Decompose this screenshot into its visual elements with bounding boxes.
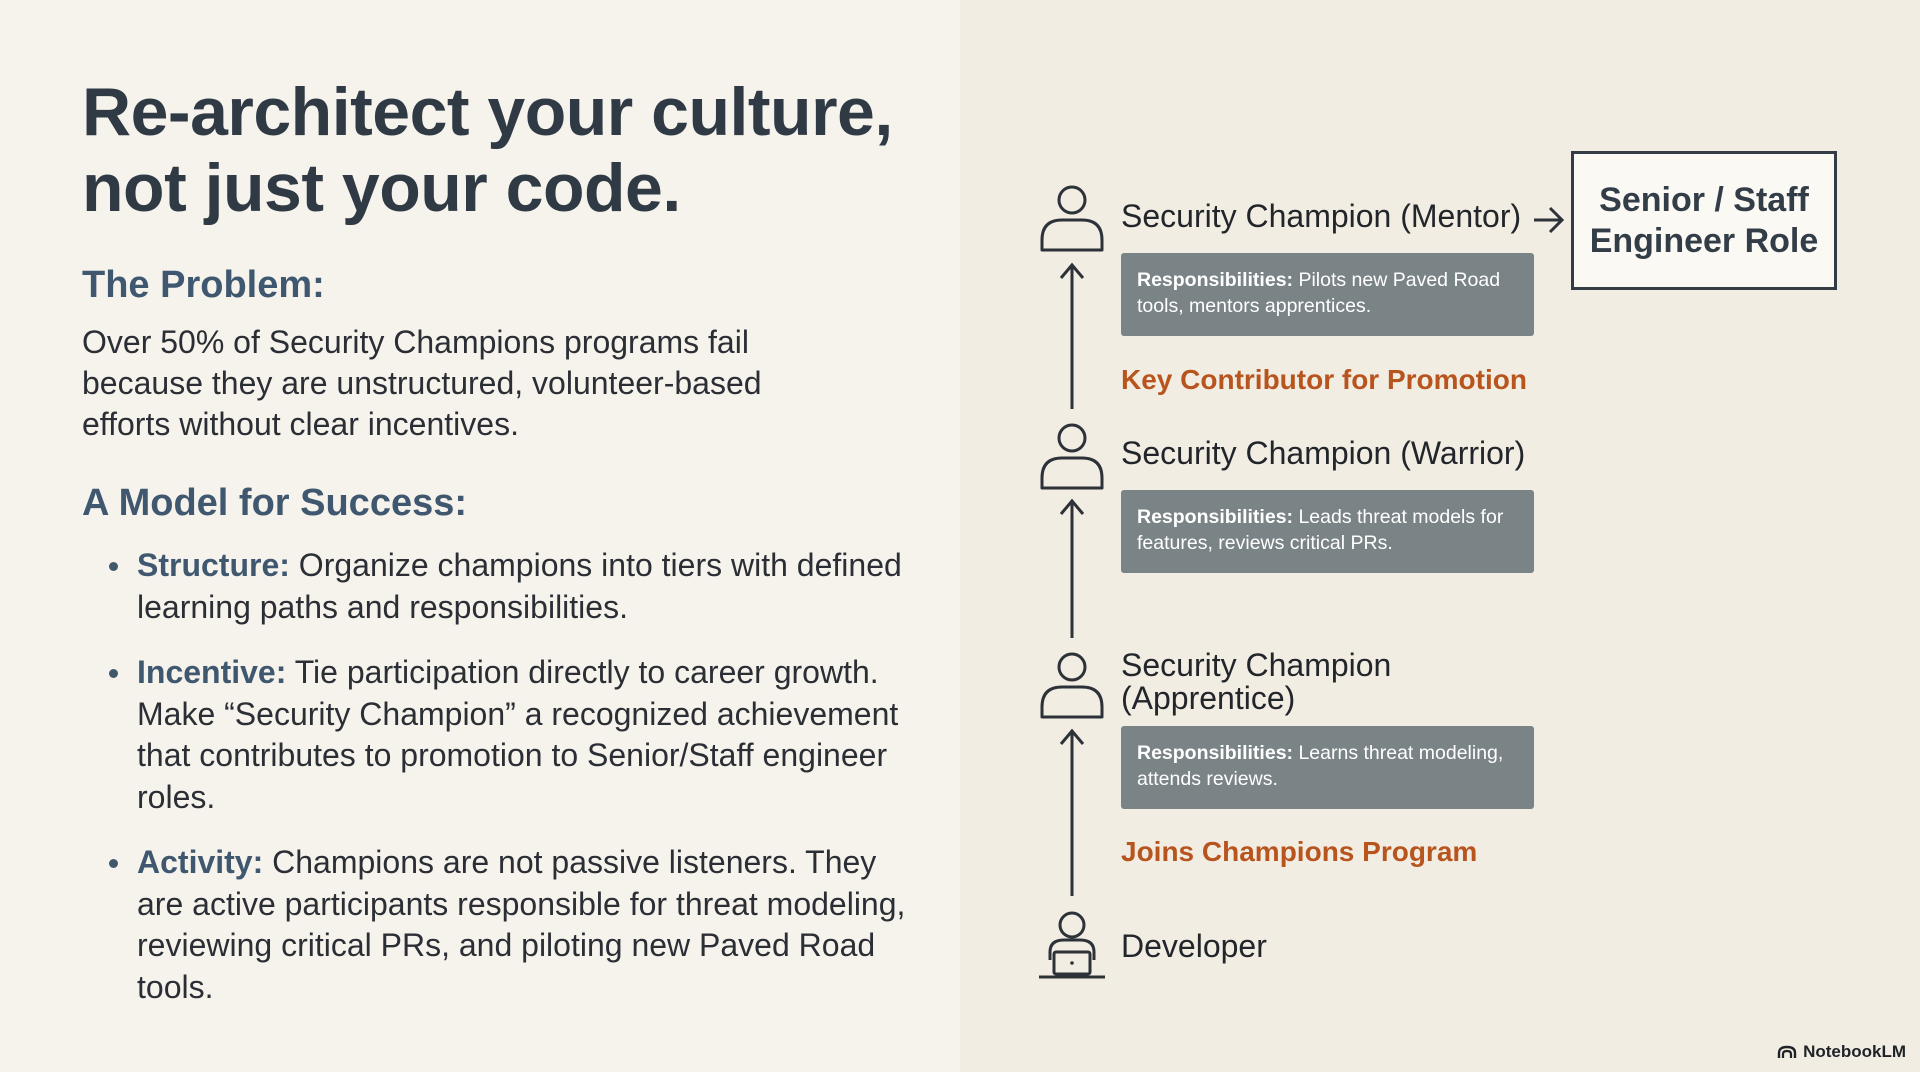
problem-heading: The Problem: [82, 264, 325, 306]
bullet-dot [109, 859, 118, 868]
bullet-incentive [82, 652, 922, 818]
bullet-term: Incentive: [137, 654, 287, 690]
milestone-promotion: Key Contributor for Promotion [1121, 364, 1527, 395]
arrow-up-icon [1058, 728, 1086, 896]
person-icon [1036, 180, 1108, 252]
brand-watermark [1777, 1042, 1906, 1062]
bullet-structure [82, 545, 922, 628]
brand-name: NotebookLM [1803, 1042, 1906, 1061]
responsibilities-text: Pilots new Paved Road tools, mentors apprentices. [1137, 269, 1501, 317]
responsibilities-text: Learns threat modeling, attends reviews. [1137, 742, 1504, 790]
bullet-text: Tie participation directly to career growth. Make “Security Champion” a recognized achievement that contributes to promotion to Senior/Staff engineer roles. [137, 654, 899, 815]
bullet-dot [109, 669, 118, 678]
arrow-up-icon [1058, 262, 1086, 409]
responsibilities-box-warrior [1121, 490, 1534, 573]
bullet-dot [109, 562, 118, 571]
notebooklm-logo-icon [1777, 1045, 1797, 1059]
bullet-text: Organize champions into tiers with defined learning paths and responsibilities. [137, 547, 902, 625]
problem-text: Over 50% of Security Champions programs fail because they are unstructured, volunteer-based efforts without clear incentives. [82, 324, 762, 442]
bullet-text: Champions are not passive listeners. They are active participants responsible for threat modeling, reviewing critical PRs, and piloting new Paved Road tools. [137, 844, 906, 1005]
responsibilities-label: Responsibilities: [1137, 742, 1294, 764]
responsibilities-label: Responsibilities: [1137, 269, 1294, 291]
target-role-box: Senior / Staff Engineer Role [1571, 151, 1837, 290]
arrow-right-icon [1532, 203, 1566, 237]
bullet-term: Activity: [137, 844, 264, 880]
arrow-up-icon [1058, 498, 1086, 638]
developer-at-laptop-icon [1036, 908, 1108, 980]
person-icon [1036, 418, 1108, 490]
tier-label-developer: Developer [1121, 928, 1267, 964]
responsibilities-label: Responsibilities: [1137, 506, 1294, 528]
bullet-term: Structure: [137, 547, 290, 583]
model-heading: A Model for Success: [82, 482, 468, 524]
person-icon [1036, 647, 1108, 719]
model-bullet-list [82, 545, 922, 1032]
responsibilities-box-mentor [1121, 253, 1534, 336]
bullet-activity [82, 842, 922, 1008]
responsibilities-box-apprentice [1121, 726, 1534, 809]
responsibilities-text: Leads threat models for features, reviews critical PRs. [1137, 506, 1504, 554]
milestone-join: Joins Champions Program [1121, 836, 1478, 867]
tier-label-warrior: Security Champion (Warrior) [1121, 435, 1526, 471]
tier-label-mentor: Security Champion (Mentor) [1121, 198, 1522, 234]
tier-label-apprentice: Security Champion (Apprentice) [1121, 647, 1392, 716]
slide-title: Re-architect your culture, not just your code. [82, 74, 893, 226]
